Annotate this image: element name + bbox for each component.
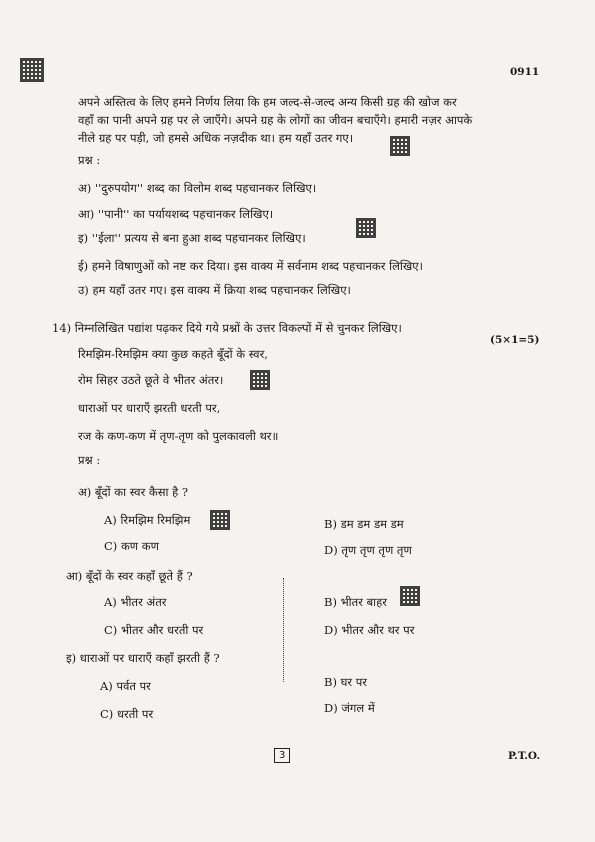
poem-line-2: रोम सिहर उठते छूते वे भीतर अंतर। xyxy=(78,373,224,387)
q14-i-option-d: D) जंगल में xyxy=(324,701,375,715)
vertical-code-strip xyxy=(283,578,290,682)
q14-aa-option-c: C) भीतर और धरती पर xyxy=(104,623,204,637)
poem-line-1: रिमझिम-रिमझिम क्या कुछ कहते बूँदों के स्वर, xyxy=(78,347,268,361)
q13-u: उ) हम यहाँ उतर गए। इस वाक्य में क्रिया शब्द पहचानकर लिखिए। xyxy=(78,283,351,297)
q14-intro: 14) निम्नलिखित पद्यांश पढ़कर दिये गये प्रश्नों के उत्तर विकल्पों में से चुनकर लिखिए। xyxy=(52,321,402,335)
qr-code-icon xyxy=(390,136,410,156)
pto-label: P.T.O. xyxy=(508,750,541,762)
page-number: 3 xyxy=(274,748,290,763)
q13-aa: आ) ''पानी'' का पर्यायशब्द पहचानकर लिखिए। xyxy=(78,207,274,221)
q14-aa-option-b: B) भीतर बाहर xyxy=(324,595,387,609)
poem-line-3: धाराओं पर धाराएँ झरती धरती पर, xyxy=(78,401,221,415)
q14-prashn: प्रश्न : xyxy=(78,453,101,467)
paper-code: 0911 xyxy=(510,66,540,78)
q13-prashn: प्रश्न : xyxy=(78,153,101,167)
qr-code-icon xyxy=(210,510,230,530)
qr-code-icon xyxy=(250,370,270,390)
q14-a-option-c: C) कण कण xyxy=(104,539,159,553)
q14-i-option-b: B) घर पर xyxy=(324,675,367,689)
qr-code-icon xyxy=(356,218,376,238)
q13-i: इ) ''ईला'' प्रत्यय से बना हुआ शब्द पहचानकर लिखिए। xyxy=(78,231,306,245)
q14-aa-question: आ) बूँदों के स्वर कहाँ छूते हैं ? xyxy=(66,569,193,583)
q13-ii: ई) हमने विषाणुओं को नष्ट कर दिया। इस वाक्य में सर्वनाम शब्द पहचानकर लिखिए। xyxy=(78,259,423,273)
q14-i-question: इ) धाराओं पर धाराएँ कहाँ झरती हैं ? xyxy=(66,651,220,665)
q14-a-option-d: D) तृण तृण तृण तृण xyxy=(324,543,412,557)
q14-aa-option-a: A) भीतर अंतर xyxy=(104,595,167,609)
q14-i-option-c: C) धरती पर xyxy=(100,707,154,721)
qr-code-icon xyxy=(400,586,420,606)
q14-aa-option-d: D) भीतर और थर पर xyxy=(324,623,415,637)
q13-a: अ) ''दुरुपयोग'' शब्द का विलोम शब्द पहचानकर लिखिए। xyxy=(78,181,317,195)
q14-a-option-a: A) रिमझिम रिमझिम xyxy=(104,513,191,527)
passage-line-1: अपने अस्तित्व के लिए हमने निर्णय लिया कि हम जल्द-से-जल्द अन्य किसी ग्रह की खोज कर xyxy=(78,95,457,109)
poem-line-4: रज के कण-कण में तृण-तृण को पुलकावली थर॥ xyxy=(78,429,279,443)
q14-i-option-a: A) पर्वत पर xyxy=(100,679,151,693)
passage-line-3: नीले ग्रह पर पड़ी, जो हमसे अधिक नज़दीक था। हम यहाँ उतर गए। xyxy=(78,131,354,145)
passage-line-2: वहाँ का पानी अपने ग्रह पर ले जाएँगे। अपने ग्रह के लोगों का जीवन बचाएँगे। हमारी नज़र आपके xyxy=(78,113,473,127)
q14-a-question: अ) बूँदों का स्वर कैसा है ? xyxy=(78,485,189,499)
q14-marks: (5×1=5) xyxy=(490,334,540,346)
barcode-icon xyxy=(20,58,44,82)
q14-a-option-b: B) डम डम डम डम xyxy=(324,517,404,531)
